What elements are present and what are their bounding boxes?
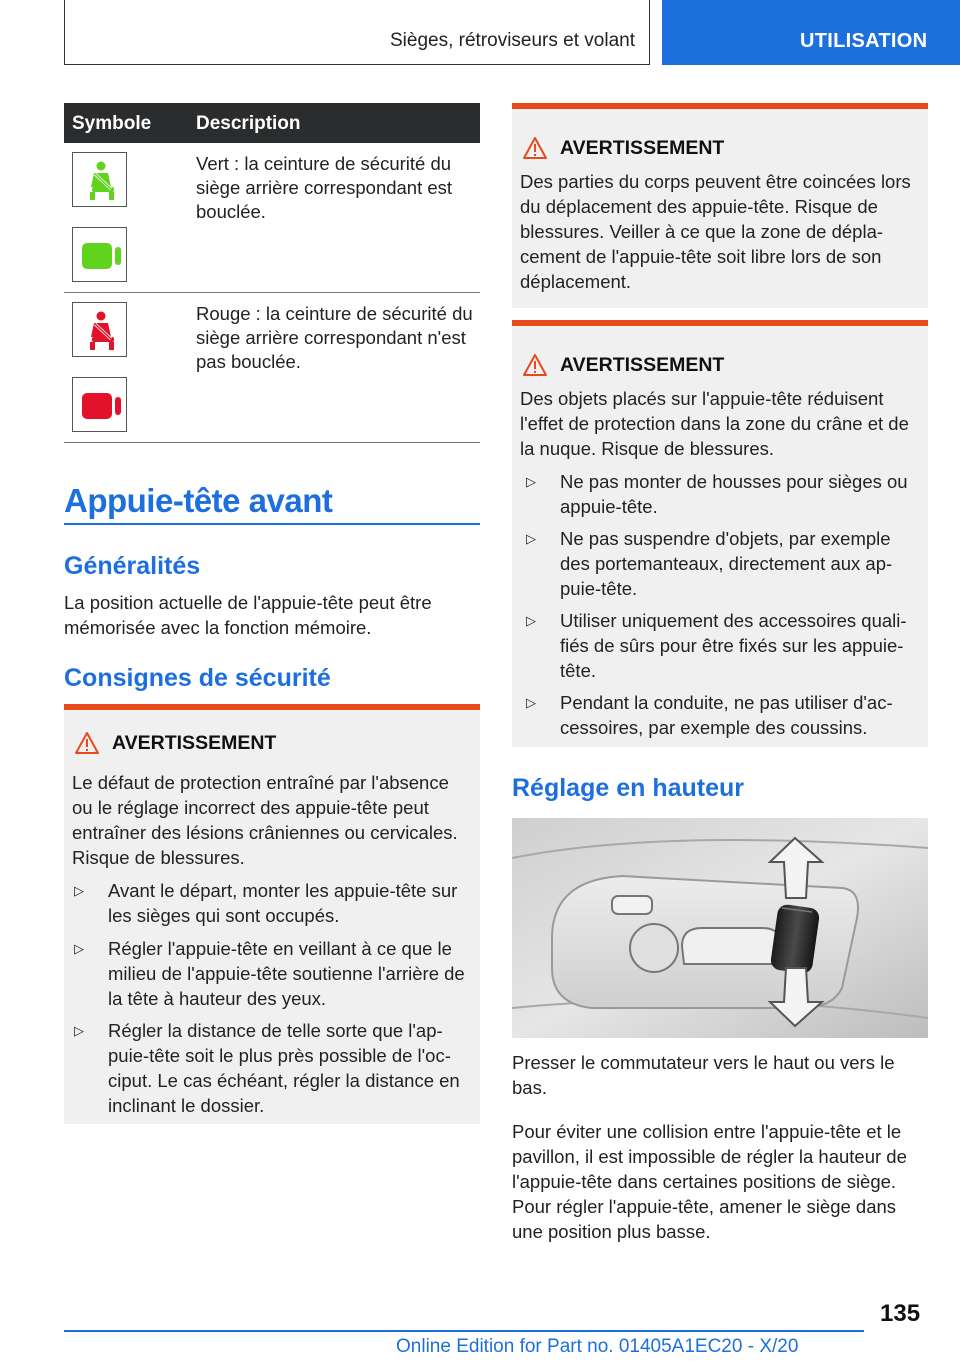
section-tab[interactable] — [662, 0, 960, 65]
column-header-symbol: Symbole — [72, 113, 152, 134]
heading-consignes: Consignes de sécurité — [64, 664, 331, 692]
bullet-triangle-icon: ▷ — [526, 695, 536, 710]
footer-edition: Online Edition for Part no. 01405A1EC20 - X/20 — [396, 1336, 799, 1357]
table-row — [64, 293, 480, 443]
seatbelt-icon — [72, 302, 127, 357]
section-label: UTILISATION — [800, 30, 928, 52]
warning-triangle-icon — [522, 353, 548, 377]
seat-occupied-icon — [72, 227, 127, 282]
bullet-triangle-icon: ▷ — [526, 531, 536, 546]
description-green: Vert : la ceinture de sécurité du siège arrière correspondant est bouclée. — [196, 153, 453, 222]
chapter-title: Sièges, rétroviseurs et volant — [389, 30, 635, 51]
warning-text: Des parties du corps peuvent être coincées lors du déplacement des appuie-tête. Risque de blessures. Veiller à ce que la zone de déplacement de l'appuie-tête soit libre lors de son déplacement. — [520, 171, 911, 292]
reglage-text-1: Presser le commutateur vers le haut ou vers le bas. — [512, 1052, 895, 1098]
table-header — [64, 103, 480, 143]
headrest-switch-image — [512, 818, 928, 1038]
seat-occupied-icon — [72, 377, 127, 432]
footer-rule — [64, 1330, 864, 1332]
bullet-triangle-icon: ▷ — [74, 883, 84, 898]
description-red: Rouge : la ceinture de sécurité du siège arrière correspondant n'est pas bouclée. — [196, 303, 473, 372]
warning-text: Le défaut de protection entraîné par l'absence ou le réglage incorrect des appuie-tête peut entraîner des lésions crâniennes ou cervicales. Risque de blessures. — [72, 772, 458, 868]
heading-rule — [64, 523, 480, 525]
seatbelt-icon — [72, 152, 127, 207]
main-heading: Appuie-tête avant — [64, 482, 333, 519]
warning-label: AVERTISSEMENT — [560, 354, 725, 376]
heading-reglage: Réglage en hauteur — [512, 774, 744, 802]
warning-label: AVERTISSEMENT — [560, 137, 725, 159]
chapter-header — [64, 0, 650, 65]
warning-triangle-icon — [74, 731, 100, 755]
generalites-text: La position actuelle de l'appuie-tête peut être mémorisée avec la fonction mémoire. — [64, 592, 432, 638]
warning-box — [512, 103, 928, 308]
warning-box: AVERTISSEMENT Des objets placés sur l'appuie-tête réduisent l'effet de protection dans la zone du crâne et de la nuque. Risque de blessures. ▷ Ne pas monter de housses pour sièges ou appuie-tête. ▷ Ne pas suspendre d'objets, par exemple des portemanteaux, directement aux appuie-tête. ▷ Utiliser uniquement des accessoires qualifiés de sûrs pour être fixés sur les appuie-tête. ▷ Pendant la conduite, ne pas utiliser d'accessoires, par exemple des coussins. — [512, 320, 928, 747]
bullet-triangle-icon: ▷ — [74, 1023, 84, 1038]
warning-box: AVERTISSEMENT Le défaut de protection entraîné par l'absence ou le réglage incorrect des appuie-tête peut entraîner des lésions crâniennes ou cervicales. Risque de blessures. ▷ Avant le départ, monter les appuie-tête sur les sièges qui sont occupés. ▷ Régler l'appuie-tête en veillant à ce que le milieu de l'appuie-tête soutienne l'arrière de la tête à hauteur des yeux. ▷ Régler la distance de telle sorte que l'appuie-tête soit le plus près possible de l'occiput. Le cas échéant, régler la distance en inclinant le dossier. — [64, 704, 480, 1124]
table-row — [64, 143, 480, 293]
column-header-description: Description — [196, 113, 301, 134]
reglage-text-2: Pour éviter une collision entre l'appuie-tête et le pavillon, il est impossible de régler la hauteur de l'appuie-tête dans certaines positions de siège. Pour régler l'appuie-tête, amener le siège dans une position plus basse. — [512, 1121, 907, 1242]
warning-label: AVERTISSEMENT — [112, 732, 277, 754]
warning-text: Des objets placés sur l'appuie-tête réduisent l'effet de protection dans la zone du crâne et de la nuque. Risque de blessures. — [520, 388, 909, 459]
bullet-triangle-icon: ▷ — [526, 613, 536, 628]
page-number: 135 — [880, 1300, 921, 1327]
bullet-triangle-icon: ▷ — [74, 941, 84, 956]
bullet-triangle-icon: ▷ — [526, 474, 536, 489]
warning-triangle-icon — [522, 136, 548, 160]
heading-generalites: Généralités — [64, 552, 201, 580]
